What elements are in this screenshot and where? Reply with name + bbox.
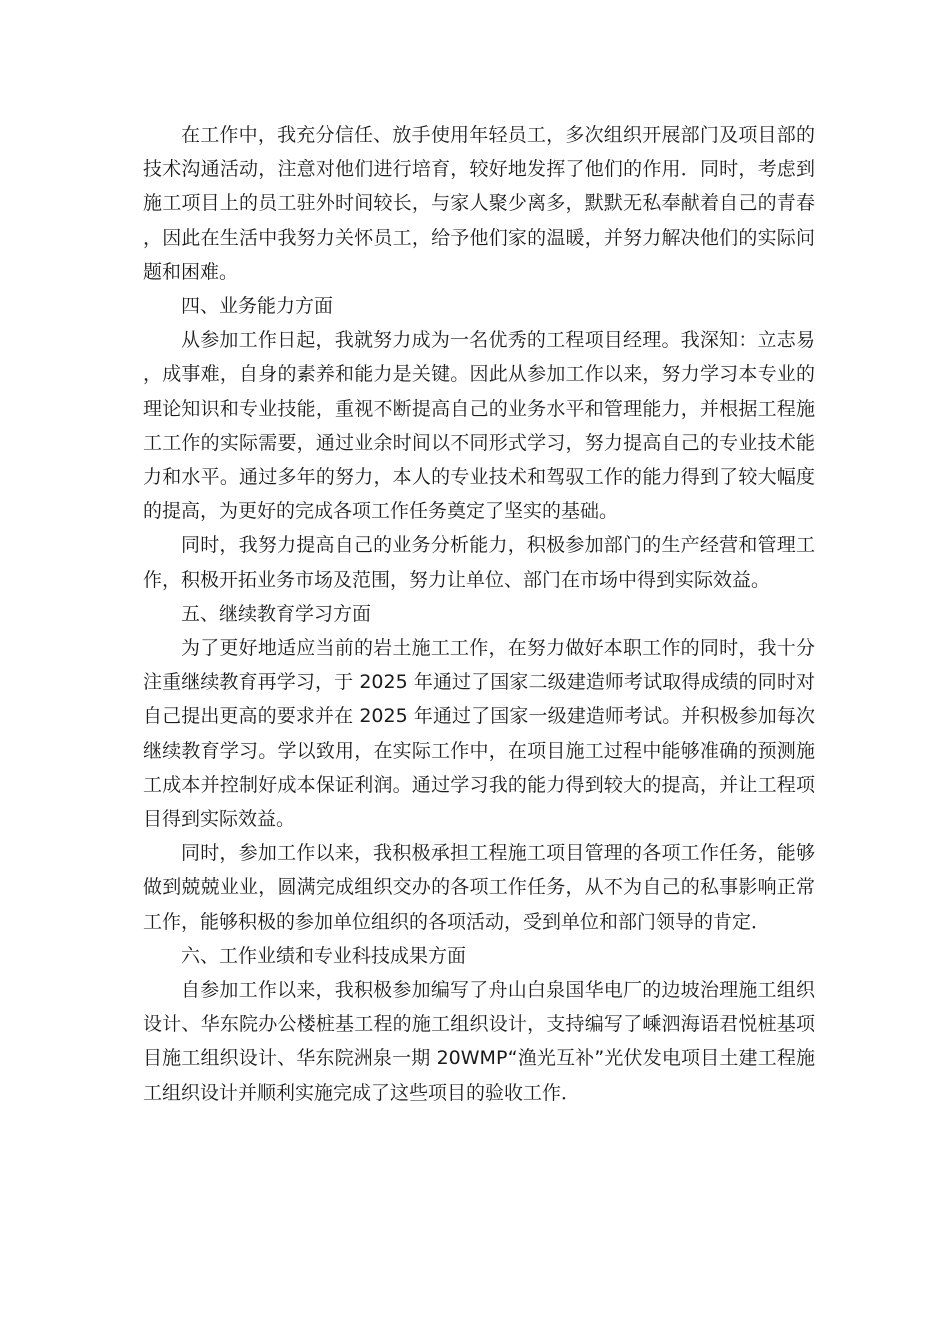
heading-business-ability: 四、业务能力方面 <box>181 295 334 318</box>
heading-continuing-education: 五、继续教育学习方面 <box>181 602 372 625</box>
heading-achievements: 六、工作业绩和专业科技成果方面 <box>181 944 467 967</box>
paragraph-work-duties: 同时，参加工作以来，我积极承担工程施工项目管理的各项工作任务，能够做到兢兢业业，圆满完成组织交办的各项工作任务，从不为自己的私事影响正常工作，能够积极的参加单位组织的各项活动，受到单位和部门领导的肯定． <box>143 842 815 933</box>
paragraph-staff-care: 在工作中，我充分信任、放手使用年轻员工，多次组织开展部门及项目部的技术沟通活动，注意对他们进行培育，较好地发挥了他们的作用．同时，考虑到施工项目上的员工驻外时间较长，与家人聚少离多，默默无私奉献着自己的青春，因此在生活中我努力关怀员工，给予他们家的温暖，并努力解决他们的实际问题和困难。 <box>143 124 815 283</box>
paragraph-business-analysis: 同时，我努力提高自己的业务分析能力，积极参加部门的生产经营和管理工作，积极开拓业务市场及范围，努力让单位、部门在市场中得到实际效益。 <box>143 534 815 591</box>
paragraph-business-ability: 从参加工作日起，我就努力成为一名优秀的工程项目经理。我深知：立志易，成事难，自身的素养和能力是关键。因此从参加工作以来，努力学习本专业的理论知识和专业技能，重视不断提高自己的业务水平和管理能力，并根据工程施工工作的实际需要，通过业余时间以不同形式学习，努力提高自己的专业技术能力和水平。通过多年的努力，本人的专业技术和驾驭工作的能力得到了较大幅度的提高，为更好的完成各项工作任务奠定了坚实的基础。 <box>143 329 815 523</box>
document-body <box>143 118 815 1110</box>
paragraph-continuing-education: 为了更好地适应当前的岩土施工工作，在努力做好本职工作的同时，我十分注重继续教育再学习，于 2025 年通过了国家二级建造师考试取得成绩的同时对自己提出更高的要求并在 2025 年通过了国家一级建造师考试。并积极参加每次继续教育学习。学以致用，在实际工作中，在项目施工过程中能够准确的预测施工成本并控制好成本保证利润。通过学习我的能力得到较大的提高，并让工程项目得到实际效益。 <box>143 637 815 831</box>
paragraph-achievements: 自参加工作以来，我积极参加编写了舟山白泉国华电厂的边坡治理施工组织设计、华东院办公楼桩基工程的施工组织设计，支持编写了嵊泗海语君悦桩基项目施工组织设计、华东院洲泉一期 20WMP“渔光互补”光伏发电项目土建工程施工组织设计并顺利实施完成了这些项目的验收工作． <box>143 979 815 1104</box>
